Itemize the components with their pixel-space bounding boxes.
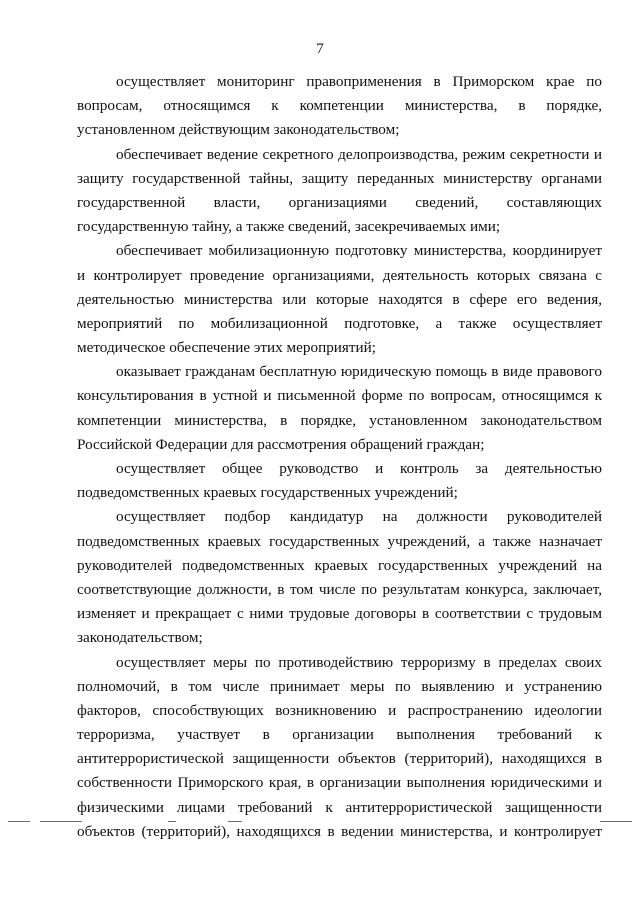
paragraph-secrecy: [77, 143, 602, 240]
text-line: оказывает гражданам бесплатную юридическую помощь в виде правового: [116, 363, 602, 381]
paragraph-legal-aid: [77, 360, 602, 457]
paragraph-mobilization: [77, 239, 602, 360]
document-body: [77, 70, 602, 844]
text-line: факторов, способствующих возникновению и распространению идеологии: [77, 701, 602, 719]
paragraph-counterterrorism: [77, 651, 602, 845]
text-line: осуществляет подбор кандидатур на должности руководителей: [116, 508, 602, 526]
text-line: деятельностью министерства или которые находятся в сфере его ведения,: [77, 290, 602, 308]
scan-artifact-line: [600, 821, 632, 822]
text-line: Российской Федерации для рассмотрения обращений граждан;: [77, 435, 485, 453]
paragraph-general-control: [77, 457, 602, 505]
scan-artifact-line: [168, 821, 176, 822]
text-line: защиту государственной тайны, защиту переданных министерству органами: [77, 169, 602, 187]
paragraph-personnel: [77, 505, 602, 650]
scan-artifact-line: [228, 821, 242, 822]
text-line: осуществляет мониторинг правоприменения в Приморском крае по: [116, 73, 602, 90]
page-number: 7: [316, 41, 324, 57]
text-line: руководителей подведомственных краевых государственных учреждений на: [77, 556, 602, 574]
paragraph-monitoring: [77, 70, 602, 143]
text-line: изменяет и прекращает с ними трудовые договоры в соответствии с трудовым: [77, 605, 602, 623]
text-line: мероприятий по мобилизационной подготовке, а также осуществляет: [77, 314, 602, 332]
text-line: физическими лицами требований к антитеррористической защищенности: [77, 798, 602, 816]
text-line: осуществляет общее руководство и контроль за деятельностью: [116, 460, 602, 477]
scan-artifact-line: [40, 821, 82, 822]
text-line: полномочий, в том числе принимает меры по выявлению и устранению: [77, 677, 602, 695]
text-line: собственности Приморского края, в организации выполнения юридическими и: [77, 774, 602, 792]
text-line: подведомственных краевых государственных учреждений, а также назначает: [77, 532, 602, 550]
text-line: консультирования в устной и письменной форме по вопросам, относящимся к: [77, 387, 602, 405]
text-line: подведомственных краевых государственных учреждений;: [77, 484, 458, 502]
text-line: осуществляет меры по противодействию терроризму в пределах своих: [116, 653, 602, 671]
text-line: терроризма, участвует в организации выполнения требований к: [77, 726, 602, 744]
text-line: антитеррористической защищенности объектов (территорий), находящихся в: [77, 750, 602, 768]
text-line: объектов (территорий), находящихся в ведении министерства, и контролирует: [77, 822, 602, 840]
text-line: установленном действующим законодательством;: [77, 121, 400, 139]
text-line: обеспечивает ведение секретного делопроизводства, режим секретности и: [116, 145, 602, 163]
text-line: государственную тайну, а также сведений, засекречиваемых ими;: [77, 218, 501, 236]
text-line: вопросам, относящимся к компетенции министерства, в порядке,: [77, 97, 602, 115]
text-line: законодательством;: [77, 629, 203, 647]
text-line: компетенции министерства, в порядке, установленном законодательством: [77, 411, 602, 429]
text-line: соответствующие должности, в том числе по результатам конкурса, заключает,: [77, 580, 602, 598]
text-line: методическое обеспечение этих мероприятий;: [77, 339, 377, 357]
scan-artifact-line: [8, 821, 30, 822]
text-line: государственной власти, организациями сведений, составляющих: [77, 193, 602, 211]
text-line: и контролирует проведение организациями, деятельность которых связана с: [77, 266, 602, 284]
text-line: обеспечивает мобилизационную подготовку министерства, координирует: [116, 242, 602, 260]
